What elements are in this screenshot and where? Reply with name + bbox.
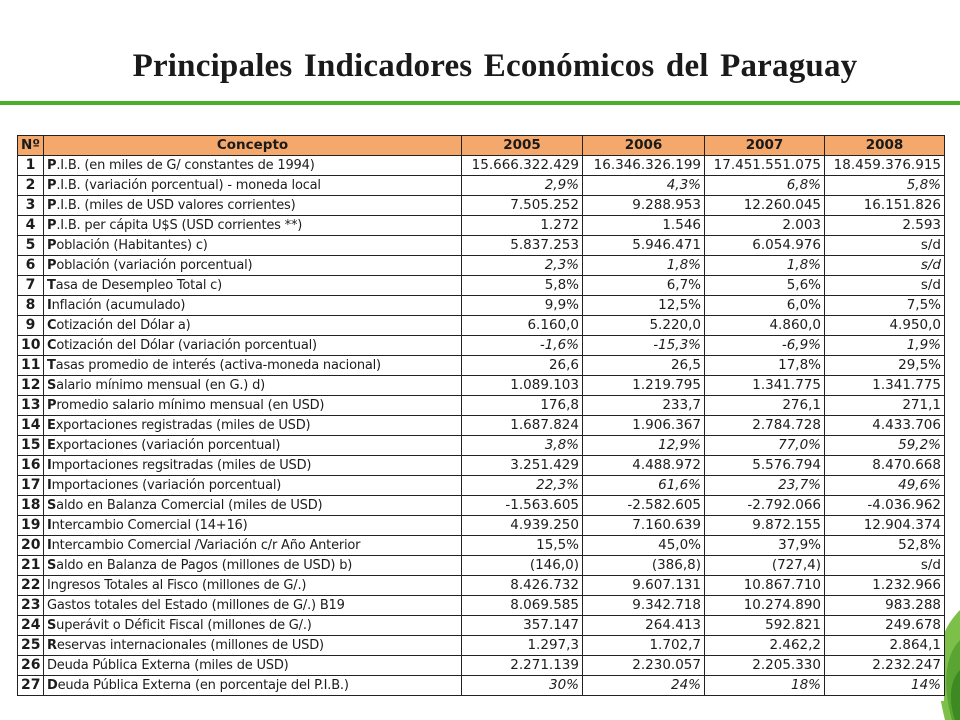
table-row [18, 316, 945, 336]
value-2008: 2.593 [825, 216, 945, 236]
concept-initial: S [47, 558, 57, 573]
value-2006: 4.488.972 [583, 456, 705, 476]
concept-initial: P [47, 258, 57, 273]
row-number: 7 [18, 276, 44, 296]
concept-cell [44, 256, 462, 276]
value-2007: 10.274.890 [705, 596, 825, 616]
concept-text: ntercambio Comercial /Variación c/r Año Anterior [51, 538, 361, 553]
concept-text: aldo en Balanza Comercial (miles de USD) [56, 498, 323, 513]
value-2007: 1,8% [705, 256, 825, 276]
value-2006: 2.230.057 [583, 656, 705, 676]
concept-cell [44, 316, 462, 336]
value-2007: 77,0% [705, 436, 825, 456]
value-2008: 14% [825, 676, 945, 696]
value-2008: -4.036.962 [825, 496, 945, 516]
concept-initial: E [47, 438, 56, 453]
table-row [18, 416, 945, 436]
table-row [18, 156, 945, 176]
concept-text: mportaciones (variación porcentual) [51, 478, 282, 493]
concept-text: asas promedio de interés (activa-moneda nacional) [55, 358, 381, 373]
table-row [18, 276, 945, 296]
concept-initial: T [47, 358, 56, 373]
concept-cell [44, 376, 462, 396]
concept-text: otización del Dólar a) [56, 318, 191, 333]
value-2005: 8.426.732 [462, 576, 583, 596]
table-row [18, 616, 945, 636]
concept-cell [44, 336, 462, 356]
concept-text: romedio salario mínimo mensual (en USD) [56, 398, 325, 413]
concept-text: .I.B. per cápita U$S (USD corrientes **) [56, 218, 303, 233]
value-2007: 4.860,0 [705, 316, 825, 336]
value-2007: 37,9% [705, 536, 825, 556]
concept-cell [44, 476, 462, 496]
value-2006: 9.607.131 [583, 576, 705, 596]
concept-text: mportaciones regsitradas (miles de USD) [51, 458, 312, 473]
concept-initial: S [47, 618, 57, 633]
table-row [18, 196, 945, 216]
concept-text: oblación (variación porcentual) [56, 258, 253, 273]
table-row [18, 436, 945, 456]
row-number: 13 [18, 396, 44, 416]
value-2006: 5.946.471 [583, 236, 705, 256]
concept-cell [44, 276, 462, 296]
title-rule [0, 101, 960, 105]
row-number: 27 [18, 676, 44, 696]
table-row [18, 536, 945, 556]
indicators-table [17, 135, 945, 696]
table-row [18, 396, 945, 416]
value-2007: 2.205.330 [705, 656, 825, 676]
value-2008: 16.151.826 [825, 196, 945, 216]
value-2008: 1.232.966 [825, 576, 945, 596]
row-number: 15 [18, 436, 44, 456]
concept-cell [44, 556, 462, 576]
concept-initial: P [47, 238, 57, 253]
row-number: 21 [18, 556, 44, 576]
value-2008: 271,1 [825, 396, 945, 416]
table-row [18, 336, 945, 356]
concept-initial: P [47, 398, 57, 413]
concept-text: oblación (Habitantes) c) [56, 238, 208, 253]
value-2008: 59,2% [825, 436, 945, 456]
concept-text: eservas internacionales (millones de USD) [56, 638, 324, 653]
value-2006: -15,3% [583, 336, 705, 356]
table-row [18, 356, 945, 376]
table-row [18, 296, 945, 316]
value-2005: 15.666.322.429 [462, 156, 583, 176]
concept-cell [44, 176, 462, 196]
value-2007: (727,4) [705, 556, 825, 576]
value-2005: 3.251.429 [462, 456, 583, 476]
value-2006: 61,6% [583, 476, 705, 496]
table-row [18, 176, 945, 196]
concept-initial: I [47, 478, 52, 493]
value-2006: 1.906.367 [583, 416, 705, 436]
concept-text: .I.B. (variación porcentual) - moneda local [56, 178, 321, 193]
concept-initial: I [47, 518, 52, 533]
concept-initial: E [47, 418, 56, 433]
value-2005: 26,6 [462, 356, 583, 376]
row-number: 12 [18, 376, 44, 396]
table-row [18, 516, 945, 536]
value-2007: 17.451.551.075 [705, 156, 825, 176]
row-number: 8 [18, 296, 44, 316]
value-2008: s/d [825, 236, 945, 256]
row-number: 10 [18, 336, 44, 356]
value-2007: 5.576.794 [705, 456, 825, 476]
concept-cell [44, 496, 462, 516]
table-header-row [18, 136, 945, 156]
value-2005: -1,6% [462, 336, 583, 356]
concept-cell [44, 536, 462, 556]
value-2005: 1.687.824 [462, 416, 583, 436]
value-2007: 10.867.710 [705, 576, 825, 596]
value-2005: 30% [462, 676, 583, 696]
row-number: 17 [18, 476, 44, 496]
row-number: 26 [18, 656, 44, 676]
row-number: 5 [18, 236, 44, 256]
concept-initial: C [47, 318, 57, 333]
value-2006: 233,7 [583, 396, 705, 416]
value-2008: 12.904.374 [825, 516, 945, 536]
value-2006: 16.346.326.199 [583, 156, 705, 176]
value-2008: 2.232.247 [825, 656, 945, 676]
row-number: 3 [18, 196, 44, 216]
concept-text: xportaciones (variación porcentual) [55, 438, 281, 453]
table-row [18, 576, 945, 596]
value-2005: 2,3% [462, 256, 583, 276]
concept-cell [44, 676, 462, 696]
concept-cell [44, 436, 462, 456]
value-2008: s/d [825, 556, 945, 576]
value-2005: 6.160,0 [462, 316, 583, 336]
table-row [18, 556, 945, 576]
table-row [18, 256, 945, 276]
concept-text: Ingresos Totales al Fisco (millones de G/.) [47, 578, 307, 593]
value-2005: 15,5% [462, 536, 583, 556]
row-number: 6 [18, 256, 44, 276]
table-row [18, 376, 945, 396]
concept-initial: P [47, 178, 57, 193]
header-2005: 2005 [462, 136, 583, 156]
concept-cell [44, 396, 462, 416]
concept-cell [44, 616, 462, 636]
value-2005: 7.505.252 [462, 196, 583, 216]
value-2006: 26,5 [583, 356, 705, 376]
value-2007: 592.821 [705, 616, 825, 636]
concept-initial: T [47, 278, 56, 293]
value-2005: (146,0) [462, 556, 583, 576]
concept-text: euda Pública Externa (en porcentaje del P.I.B.) [57, 678, 349, 693]
concept-initial: S [47, 498, 57, 513]
value-2006: 4,3% [583, 176, 705, 196]
value-2008: 1,9% [825, 336, 945, 356]
value-2007: 2.003 [705, 216, 825, 236]
header-num: Nº [18, 136, 44, 156]
row-number: 24 [18, 616, 44, 636]
concept-cell [44, 296, 462, 316]
value-2006: 9.288.953 [583, 196, 705, 216]
value-2005: 2.271.139 [462, 656, 583, 676]
table-row [18, 636, 945, 656]
table-row [18, 456, 945, 476]
value-2005: 8.069.585 [462, 596, 583, 616]
row-number: 1 [18, 156, 44, 176]
table-row [18, 676, 945, 696]
value-2007: 6,0% [705, 296, 825, 316]
value-2007: 2.784.728 [705, 416, 825, 436]
row-number: 2 [18, 176, 44, 196]
concept-initial: I [47, 538, 52, 553]
row-number: 4 [18, 216, 44, 236]
value-2008: 5,8% [825, 176, 945, 196]
header-concept: Concepto [44, 136, 462, 156]
concept-cell [44, 656, 462, 676]
value-2008: 4.433.706 [825, 416, 945, 436]
concept-text: asa de Desempleo Total c) [55, 278, 222, 293]
value-2006: 1.219.795 [583, 376, 705, 396]
value-2008: s/d [825, 256, 945, 276]
concept-cell [44, 356, 462, 376]
value-2007: 6,8% [705, 176, 825, 196]
concept-text: alario mínimo mensual (en G.) d) [56, 378, 266, 393]
concept-text: otización del Dólar (variación porcentual) [56, 338, 317, 353]
concept-text: aldo en Balanza de Pagos (millones de USD) b) [56, 558, 353, 573]
concept-cell [44, 156, 462, 176]
value-2008: 1.341.775 [825, 376, 945, 396]
value-2005: 4.939.250 [462, 516, 583, 536]
value-2007: 9.872.155 [705, 516, 825, 536]
table-row [18, 596, 945, 616]
concept-initial: P [47, 158, 57, 173]
concept-initial: I [47, 458, 52, 473]
table-row [18, 476, 945, 496]
concept-cell [44, 516, 462, 536]
value-2008: 983.288 [825, 596, 945, 616]
concept-cell [44, 196, 462, 216]
value-2006: 45,0% [583, 536, 705, 556]
value-2007: -6,9% [705, 336, 825, 356]
concept-initial: P [47, 198, 57, 213]
concept-text: nflación (acumulado) [51, 298, 186, 313]
value-2007: 6.054.976 [705, 236, 825, 256]
header-2007: 2007 [705, 136, 825, 156]
value-2005: 22,3% [462, 476, 583, 496]
value-2007: 17,8% [705, 356, 825, 376]
value-2007: 276,1 [705, 396, 825, 416]
value-2006: 1,8% [583, 256, 705, 276]
concept-cell [44, 416, 462, 436]
value-2007: 5,6% [705, 276, 825, 296]
value-2005: 9,9% [462, 296, 583, 316]
concept-text: Deuda Pública Externa (miles de USD) [47, 658, 289, 673]
value-2008: 7,5% [825, 296, 945, 316]
table-row [18, 656, 945, 676]
value-2006: 1.546 [583, 216, 705, 236]
concept-text: uperávit o Déficit Fiscal (millones de G/.) [56, 618, 312, 633]
row-number: 16 [18, 456, 44, 476]
value-2006: 9.342.718 [583, 596, 705, 616]
concept-initial: P [47, 218, 57, 233]
value-2006: 5.220,0 [583, 316, 705, 336]
value-2007: 1.341.775 [705, 376, 825, 396]
value-2008: 52,8% [825, 536, 945, 556]
concept-initial: C [47, 338, 57, 353]
value-2006: 7.160.639 [583, 516, 705, 536]
header-2008: 2008 [825, 136, 945, 156]
concept-text: .I.B. (en miles de G/ constantes de 1994) [56, 158, 315, 173]
table-row [18, 216, 945, 236]
value-2005: -1.563.605 [462, 496, 583, 516]
value-2005: 2,9% [462, 176, 583, 196]
concept-cell [44, 456, 462, 476]
row-number: 18 [18, 496, 44, 516]
value-2005: 5.837.253 [462, 236, 583, 256]
value-2008: 2.864,1 [825, 636, 945, 656]
value-2006: (386,8) [583, 556, 705, 576]
row-number: 19 [18, 516, 44, 536]
concept-text: xportaciones registradas (miles de USD) [55, 418, 311, 433]
value-2006: 24% [583, 676, 705, 696]
value-2005: 3,8% [462, 436, 583, 456]
concept-cell [44, 596, 462, 616]
concept-cell [44, 216, 462, 236]
row-number: 9 [18, 316, 44, 336]
concept-initial: S [47, 378, 57, 393]
value-2007: -2.792.066 [705, 496, 825, 516]
table-row [18, 496, 945, 516]
value-2006: 1.702,7 [583, 636, 705, 656]
row-number: 23 [18, 596, 44, 616]
value-2008: 18.459.376.915 [825, 156, 945, 176]
value-2008: 29,5% [825, 356, 945, 376]
concept-initial: R [47, 638, 57, 653]
concept-initial: D [47, 678, 58, 693]
value-2005: 5,8% [462, 276, 583, 296]
indicators-table-container [17, 135, 944, 701]
value-2005: 357.147 [462, 616, 583, 636]
concept-cell [44, 236, 462, 256]
value-2005: 1.272 [462, 216, 583, 236]
value-2005: 1.297,3 [462, 636, 583, 656]
value-2006: -2.582.605 [583, 496, 705, 516]
table-row [18, 236, 945, 256]
value-2006: 12,9% [583, 436, 705, 456]
value-2006: 6,7% [583, 276, 705, 296]
row-number: 14 [18, 416, 44, 436]
concept-text: Gastos totales del Estado (millones de G/.) B19 [47, 598, 345, 613]
row-number: 22 [18, 576, 44, 596]
value-2007: 18% [705, 676, 825, 696]
concept-cell [44, 636, 462, 656]
value-2005: 176,8 [462, 396, 583, 416]
value-2007: 23,7% [705, 476, 825, 496]
value-2006: 12,5% [583, 296, 705, 316]
concept-cell [44, 576, 462, 596]
value-2007: 2.462,2 [705, 636, 825, 656]
value-2005: 1.089.103 [462, 376, 583, 396]
row-number: 11 [18, 356, 44, 376]
value-2006: 264.413 [583, 616, 705, 636]
value-2008: 49,6% [825, 476, 945, 496]
value-2008: 4.950,0 [825, 316, 945, 336]
concept-initial: I [47, 298, 52, 313]
row-number: 25 [18, 636, 44, 656]
value-2008: s/d [825, 276, 945, 296]
row-number: 20 [18, 536, 44, 556]
header-2006: 2006 [583, 136, 705, 156]
value-2008: 249.678 [825, 616, 945, 636]
slide-title: Principales Indicadores Económicos del Paraguay [132, 48, 858, 84]
value-2008: 8.470.668 [825, 456, 945, 476]
concept-text: ntercambio Comercial (14+16) [51, 518, 248, 533]
concept-text: .I.B. (miles de USD valores corrientes) [56, 198, 296, 213]
value-2007: 12.260.045 [705, 196, 825, 216]
